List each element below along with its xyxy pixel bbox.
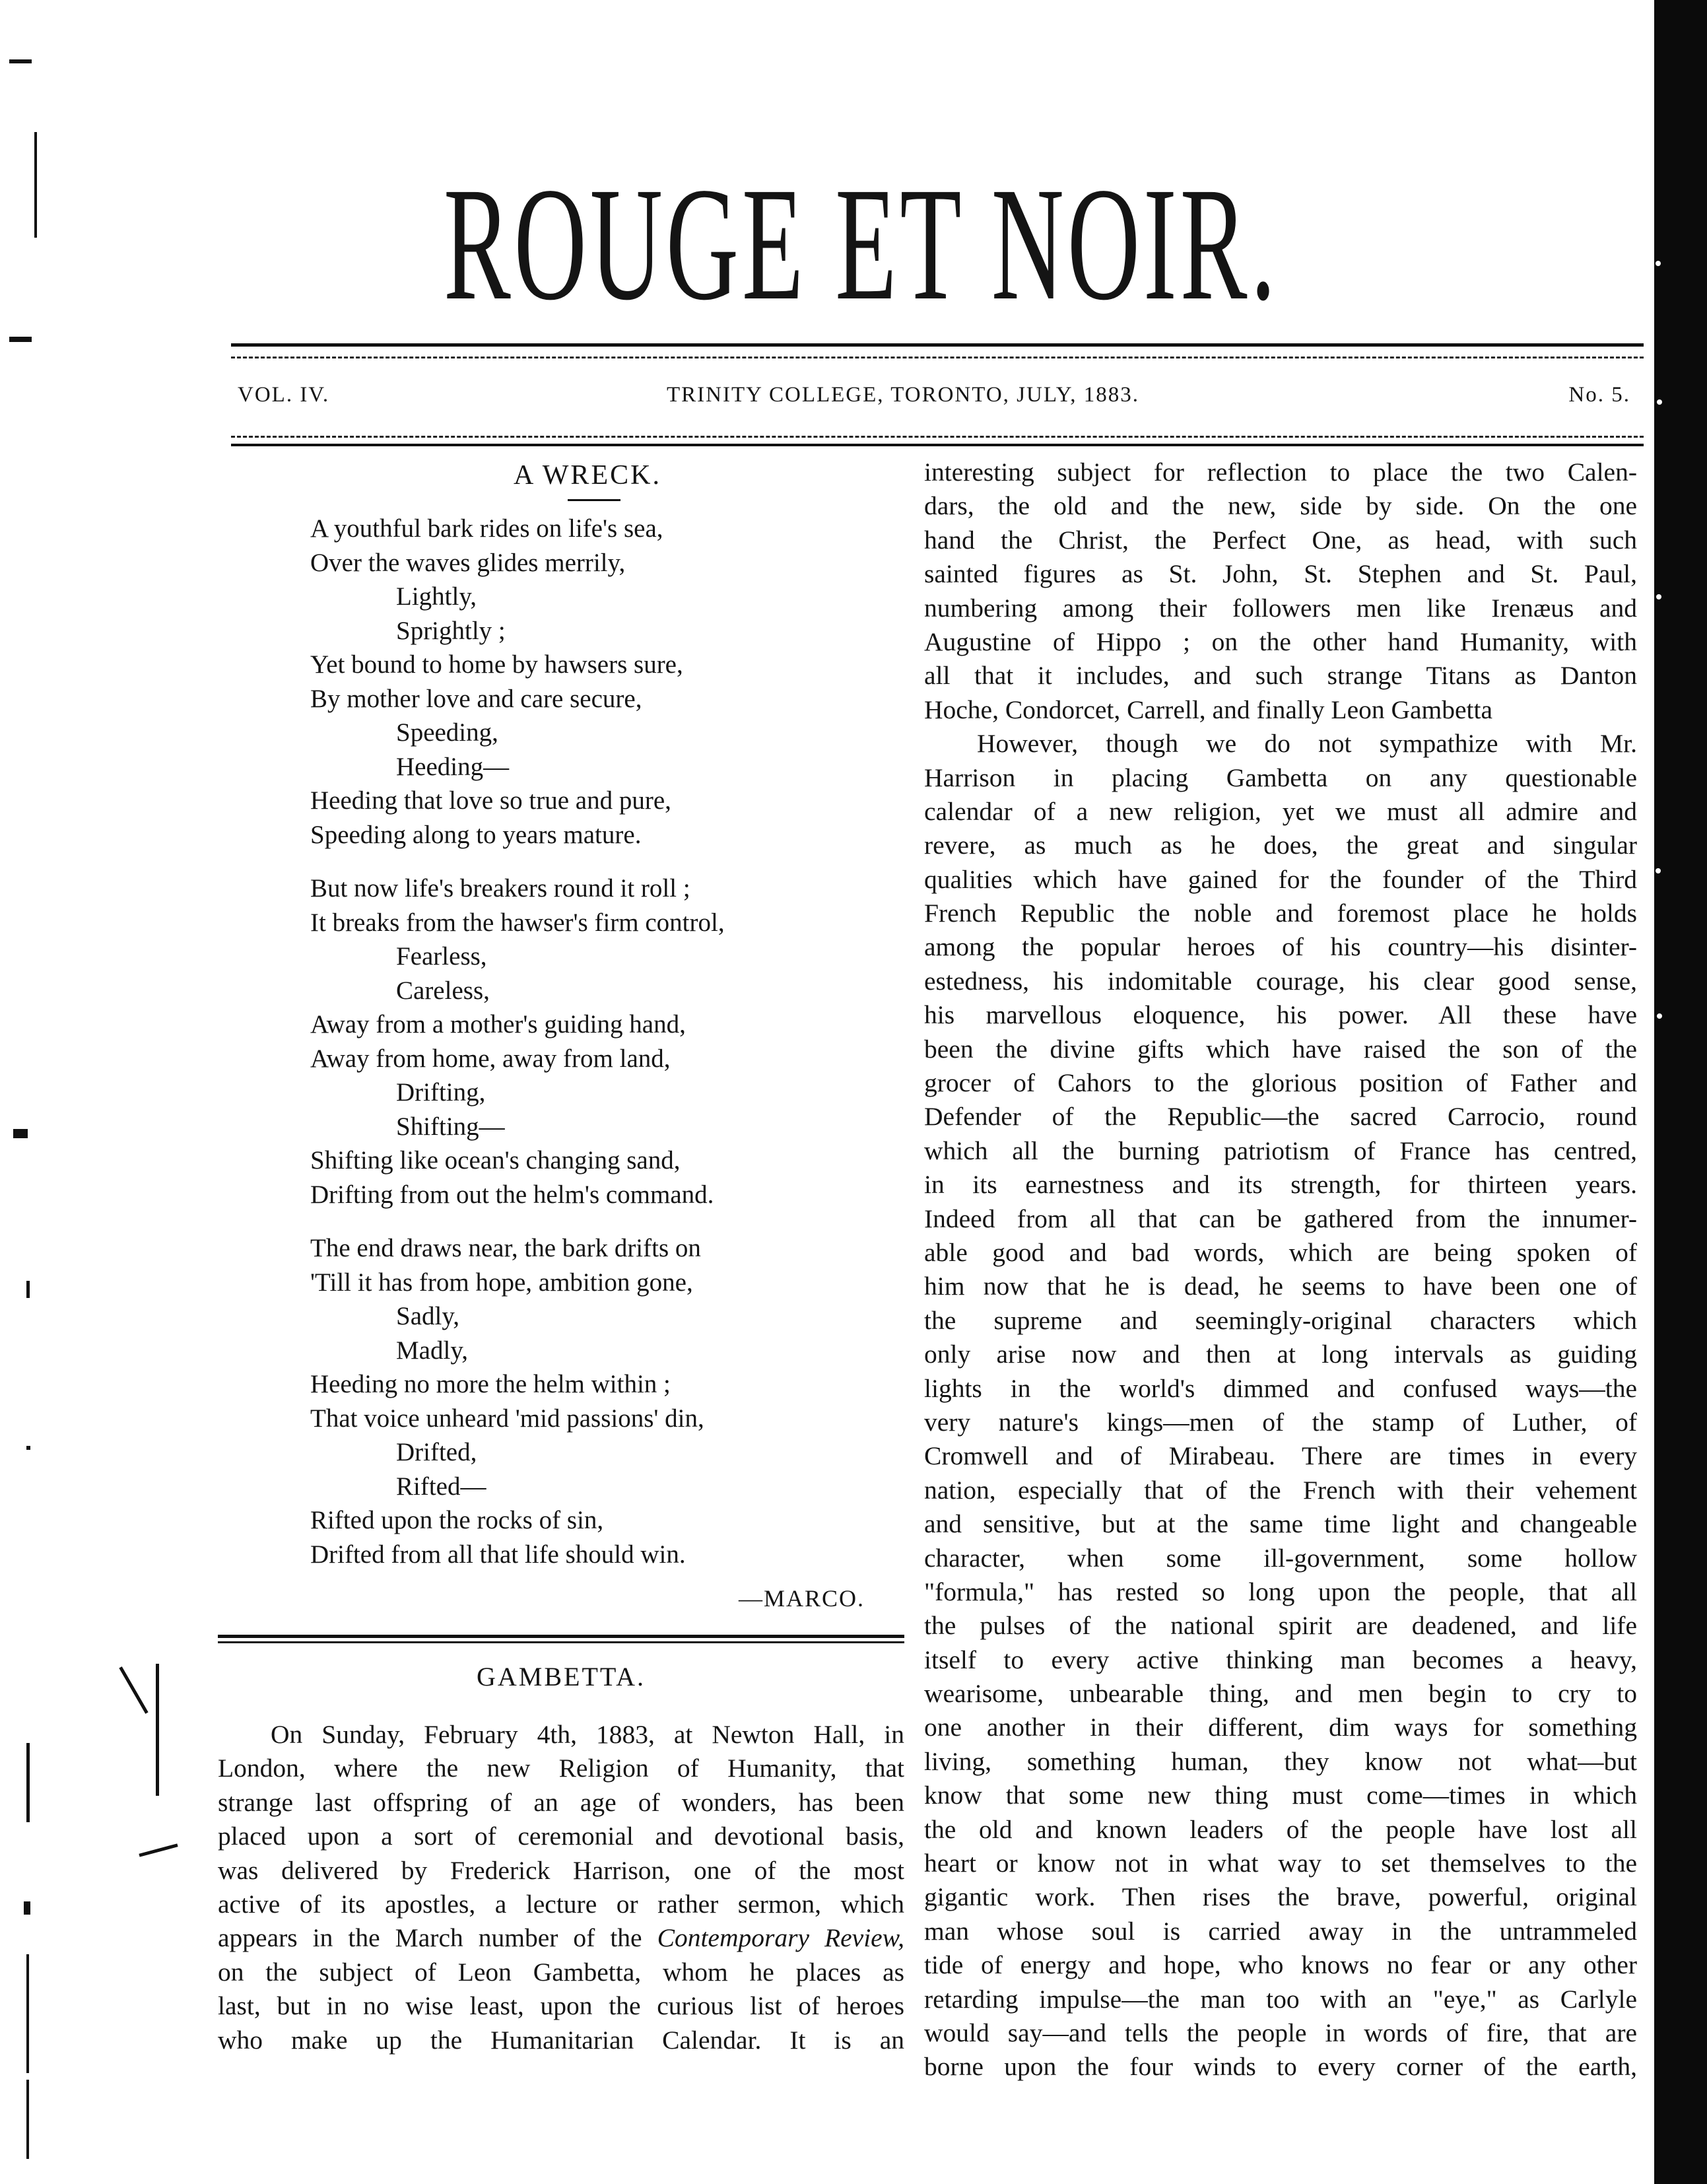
- poem-stanza: [310, 1231, 904, 1571]
- text-line: the pulses of the national spirit are deadened, and life: [924, 1611, 1637, 1641]
- poem-line: Heeding no more the helm within ;: [310, 1370, 671, 1398]
- poem-line: Shifting like ocean's changing sand,: [310, 1146, 681, 1175]
- poem-line: Heeding—: [396, 752, 510, 781]
- text-line: dars, the old and the new, side by side. On the one: [924, 491, 1637, 521]
- left-column: [218, 456, 904, 2057]
- poem-line: Drifting,: [396, 1078, 486, 1107]
- text-line: Cromwell and of Mirabeau. There are times in every: [924, 1441, 1637, 1471]
- poem-line: Drifted,: [396, 1438, 477, 1466]
- scan-margin-mark: [13, 1129, 28, 1138]
- text-line: and sensitive, but at the same time light and changeable: [924, 1509, 1637, 1539]
- text-line: living, something human, they know not what—but: [924, 1746, 1637, 1776]
- text-line: able good and bad words, which are being spoken of: [924, 1237, 1637, 1267]
- title-underline: [568, 499, 620, 501]
- text-line: calendar of a new religion, yet we must all admire and: [924, 796, 1637, 826]
- essay-text-left: [218, 1718, 904, 2057]
- masthead-rule-dashed: [231, 436, 1644, 438]
- poem-line: Yet bound to home by hawsers sure,: [310, 650, 683, 679]
- text-line: grocer of Cahors to the glorious position of Father and: [924, 1068, 1637, 1098]
- text-line: itself to every active thinking man becomes a heavy,: [924, 1645, 1637, 1674]
- essay-text-right: [924, 456, 1637, 2084]
- section-divider: [218, 1635, 904, 1645]
- poem-stanza: [310, 512, 904, 852]
- text-line: heart or know not in what way to set themselves to the: [924, 1849, 1637, 1878]
- text-line: Harrison in placing Gambetta on any questionable: [924, 763, 1637, 792]
- text-line-with-journal: [218, 1921, 904, 1955]
- scan-margin-mark: [34, 132, 37, 238]
- text-line: tide of energy and hope, who knows no fear or any other: [924, 1950, 1637, 1980]
- scan-margin-mark: [24, 1901, 30, 1915]
- poem-line: Careless,: [396, 976, 490, 1005]
- poem-stanza: [310, 871, 904, 1211]
- text-line: strange last offspring of an age of wonders, has been: [218, 1787, 904, 1817]
- text-line: Indeed from all that can be gathered from the innumer-: [924, 1204, 1637, 1233]
- text-line: which all the burning patriotism of France has centred,: [924, 1136, 1637, 1165]
- text-line: the old and known leaders of the people have lost all: [924, 1814, 1637, 1844]
- scan-margin-mark: [26, 1281, 30, 1298]
- masthead-rule-top: [231, 343, 1644, 347]
- poem-line: Fearless,: [396, 942, 487, 971]
- text-line: borne upon the four winds to every corner of the earth,: [924, 2052, 1637, 2082]
- text-line: Hoche, Condorcet, Carrell, and finally Leon Gambetta: [924, 695, 1493, 724]
- text-line: the supreme and seemingly-original characters which: [924, 1305, 1637, 1335]
- text-line: only arise now and then at long intervals as guiding: [924, 1340, 1637, 1369]
- text-fragment: appears in the March number of the: [218, 1923, 642, 1953]
- text-line: revere, as much as he does, the great and singular: [924, 831, 1637, 860]
- poem-line: Away from a mother's guiding hand,: [310, 1010, 686, 1039]
- text-line: However, though we do not sympathize with Mr.: [977, 729, 1637, 759]
- poem-line: Sadly,: [396, 1302, 460, 1330]
- poem-line: A youthful bark rides on life's sea,: [310, 514, 663, 543]
- poem-line: Speeding along to years mature.: [310, 820, 642, 849]
- newspaper-title: ROUGE ET NOIR.: [444, 154, 1279, 334]
- scan-margin-mark: [26, 1446, 30, 1450]
- masthead-rule-bottom: [231, 444, 1644, 446]
- text-line: French Republic the noble and foremost place he holds: [924, 899, 1637, 928]
- text-line: man whose soul is carried away in the untrammeled: [924, 1916, 1637, 1946]
- scan-margin-mark: [119, 1666, 148, 1714]
- text-line: retarding impulse—the man too with an "eye," as Carlyle: [924, 1984, 1637, 2014]
- essay-title: GAMBETTA.: [476, 1662, 646, 1691]
- text-line: last, but in no wise least, upon the curious list of heroes: [218, 1991, 904, 2021]
- poem-line: 'Till it has from hope, ambition gone,: [310, 1268, 693, 1297]
- text-line: among the popular heroes of his country—his disinter-: [924, 932, 1637, 962]
- text-line: in its earnestness and its strength, for thirteen years.: [924, 1170, 1637, 1200]
- text-line: qualities which have gained for the founder of the Third: [924, 864, 1637, 894]
- text-line: all that it includes, and such strange Titans as Danton: [924, 661, 1637, 691]
- poem-body: [218, 512, 904, 1571]
- poem-line: Sprightly ;: [396, 616, 506, 645]
- issue-number-label: No. 5.: [1568, 383, 1630, 407]
- text-line: nation, especially that of the French with their vehement: [924, 1475, 1637, 1505]
- poem-line: It breaks from the hawser's firm control,: [310, 908, 725, 937]
- poem-signature: —MARCO.: [738, 1585, 865, 1612]
- scan-margin-mark: [9, 337, 32, 342]
- issue-line: [231, 383, 1644, 416]
- text-line: know that some new thing must come—times in which: [924, 1781, 1637, 1810]
- text-line: estedness, his indomitable courage, his clear good sense,: [924, 966, 1637, 996]
- text-line: wearisome, unbearable thing, and men begin to cry to: [924, 1679, 1637, 1709]
- text-line: Augustine of Hippo ; on the other hand Humanity, with: [924, 627, 1637, 656]
- text-line: numbering among their followers men like Irenæus and: [924, 593, 1637, 623]
- text-line: lights in the world's dimmed and confused ways—the: [924, 1373, 1637, 1403]
- text-line: London, where the new Religion of Humanity, that: [218, 1754, 904, 1783]
- poem-line: The end draws near, the bark drifts on: [310, 1234, 701, 1262]
- scan-margin-mark: [26, 1954, 29, 2073]
- journal-name: Contemporary Review,: [657, 1923, 904, 1953]
- text-line: sainted figures as St. John, St. Stephen and St. Paul,: [924, 559, 1637, 589]
- text-line: him now that he is dead, he seems to have been one of: [924, 1272, 1637, 1301]
- poem-line: Speeding,: [396, 718, 498, 747]
- text-line: "formula," has rested so long upon the people, that all: [924, 1577, 1637, 1606]
- poem-line: Heeding that love so true and pure,: [310, 786, 671, 815]
- text-line: was delivered by Frederick Harrison, one of the most: [218, 1855, 904, 1885]
- volume-label: VOL. IV.: [238, 383, 330, 407]
- poem-line: Rifted—: [396, 1472, 486, 1501]
- scan-margin-mark: [26, 2080, 29, 2159]
- text-line: on the subject of Leon Gambetta, whom he places as: [218, 1957, 904, 1987]
- text-line: been the divine gifts which have raised the son of the: [924, 1034, 1637, 1064]
- scan-margin-mark: [156, 1664, 159, 1796]
- scan-edge-bar: [1654, 0, 1707, 2184]
- poem-line: Madly,: [396, 1336, 469, 1365]
- poem-line: By mother love and care secure,: [310, 684, 642, 713]
- text-line: very nature's kings—men of the stamp of Luther, of: [924, 1407, 1637, 1437]
- text-line: his marvellous eloquence, his power. All these have: [924, 1000, 1637, 1030]
- poem-line: Drifting from out the helm's command.: [310, 1180, 714, 1209]
- text-line: interesting subject for reflection to place the two Calen-: [924, 458, 1637, 487]
- scan-margin-mark: [139, 1843, 178, 1857]
- poem-title: A WRECK.: [514, 460, 661, 491]
- poem-line: Rifted upon the rocks of sin,: [310, 1506, 604, 1534]
- text-line: would say—and tells the people in words of fire, that are: [924, 2018, 1637, 2047]
- text-line: hand the Christ, the Perfect One, as head, with such: [924, 525, 1637, 555]
- text-line: Defender of the Republic—the sacred Carrocio, round: [924, 1102, 1637, 1132]
- scan-margin-mark: [26, 1743, 30, 1822]
- text-line: On Sunday, February 4th, 1883, at Newton Hall, in: [271, 1720, 904, 1749]
- text-line: active of its apostles, a lecture or rather sermon, which: [218, 1889, 904, 1919]
- text-line: one another in their different, dim ways for something: [924, 1713, 1637, 1742]
- text-line: placed upon a sort of ceremonial and devotional basis,: [218, 1822, 904, 1851]
- poem-line: That voice unheard 'mid passions' din,: [310, 1404, 704, 1433]
- text-line: who make up the Humanitarian Calendar. It is an: [218, 2025, 904, 2055]
- place-date-label: TRINITY COLLEGE, TORONTO, JULY, 1883.: [667, 383, 1140, 407]
- masthead-rule-dashed: [231, 357, 1644, 358]
- scan-margin-mark: [9, 59, 32, 63]
- poem-line: Away from home, away from land,: [310, 1044, 671, 1073]
- text-line: character, when some ill-government, some hollow: [924, 1543, 1637, 1573]
- poem-line: Lightly,: [396, 582, 477, 611]
- poem-line: But now life's breakers round it roll ;: [310, 874, 690, 903]
- poem-line: Over the waves glides merrily,: [310, 548, 626, 577]
- poem-line: Drifted from all that life should win.: [310, 1540, 686, 1569]
- right-column: [924, 456, 1637, 2084]
- poem-line: Shifting—: [396, 1112, 505, 1141]
- text-line: gigantic work. Then rises the brave, powerful, original: [924, 1882, 1637, 1912]
